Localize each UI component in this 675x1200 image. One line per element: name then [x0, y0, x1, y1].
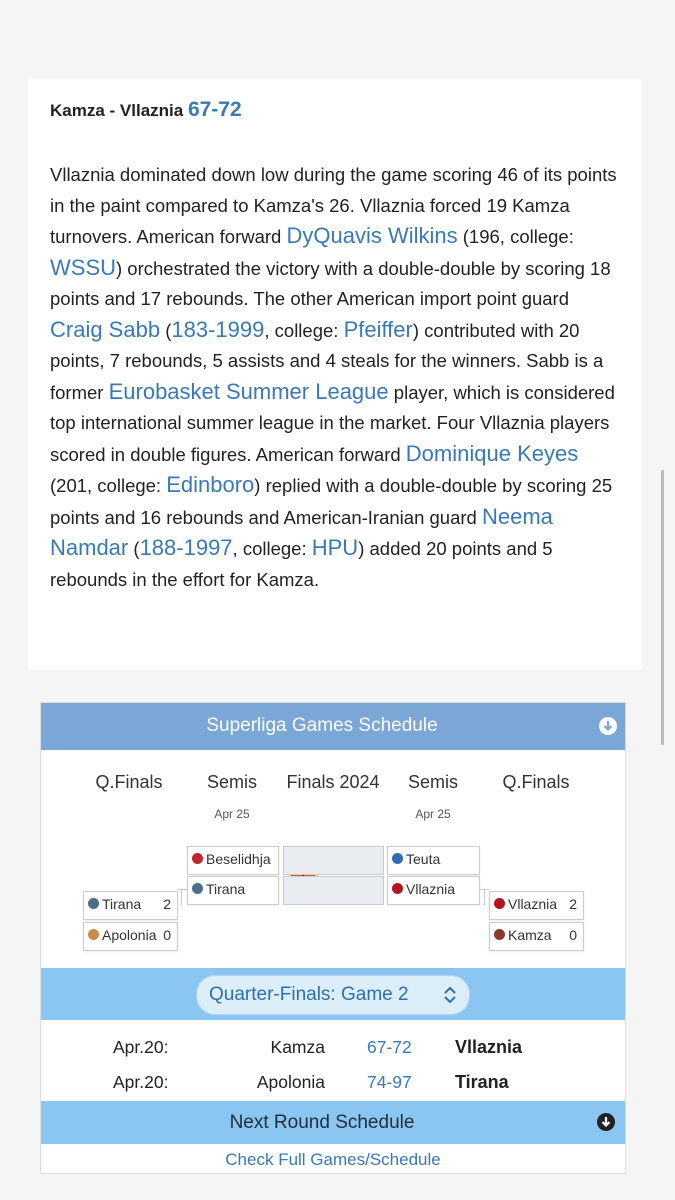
headline-score: 67-72 — [187, 98, 242, 121]
widget-title: Superliga Games Schedule — [206, 715, 438, 736]
team-logo-icon — [392, 883, 403, 894]
semis-left-team-1[interactable]: Beselidhja — [187, 846, 279, 875]
article-text: (201, college: — [50, 475, 167, 496]
article-link[interactable]: Pfeiffer — [343, 316, 413, 342]
team-logo-icon — [88, 898, 99, 909]
round-selector-bar — [41, 968, 625, 1020]
widget-header[interactable] — [41, 703, 625, 750]
round-qf-right: Q.Finals — [502, 772, 570, 792]
team-logo-icon — [494, 898, 505, 909]
bracket — [41, 750, 625, 968]
article-link[interactable]: WSSU — [50, 254, 116, 280]
article-link[interactable]: Dominique Keyes — [405, 440, 579, 466]
article-text: , college: — [264, 319, 344, 341]
round-select-value: Quarter-Finals: Game 2 — [209, 984, 409, 1005]
article-headline — [50, 98, 242, 122]
article-text: ) replied with a double-double by scoring 25 points and 16 rebounds and American-Iranian guard — [50, 475, 613, 528]
game-row[interactable]: Apr.20: Apolonia 74-97 Tirana — [113, 1072, 509, 1092]
full-schedule-link[interactable]: Check Full Games/Schedule — [225, 1150, 441, 1169]
article-text: ( — [128, 538, 140, 559]
article-text: player, which is considered top international summer league in the market. Four Vllaznia players scored in double figures. American forward — [50, 381, 615, 465]
article-link[interactable]: Edinboro — [166, 472, 255, 497]
team-logo-icon — [392, 853, 403, 864]
article-text: ) orchestrated the victory with a double-double by scoring 18 points and 17 rebounds. The other American import point guard — [50, 257, 611, 309]
article-link[interactable]: 183-1999 — [171, 316, 265, 342]
round-finals: Finals 2024 — [286, 772, 380, 792]
circle-down-arrow-icon[interactable] — [597, 1113, 615, 1131]
article-text: (196, college: — [457, 226, 574, 247]
article-text: ) added 20 points and 5 rebounds in the effort for Kamza. — [50, 538, 553, 590]
round-semis-left: Semis — [206, 772, 257, 792]
semis-right-date: Apr 25 — [415, 807, 451, 821]
article-text: , college: — [232, 538, 312, 559]
semis-left-date: Apr 25 — [214, 807, 250, 821]
bracket-connector — [484, 889, 485, 905]
article-link[interactable]: Neema Namdar — [50, 503, 553, 560]
article-link[interactable]: HPU — [311, 535, 359, 560]
article-link[interactable]: Eurobasket Summer League — [108, 378, 389, 404]
up-down-chevron-icon — [443, 986, 457, 1009]
headline-teams: Kamza - Vllaznia — [50, 101, 188, 120]
round-select[interactable] — [196, 975, 470, 1015]
finals-slot-2[interactable] — [283, 876, 384, 905]
article-paragraph — [50, 160, 620, 595]
article-text: ) contributed with 20 points, 7 rebounds, 5 assists and 4 steals for the winners. Sabb is a former — [50, 319, 604, 403]
team-logo-icon — [494, 929, 505, 940]
game-row[interactable]: Apr.20: Kamza 67-72 Vllaznia — [113, 1037, 523, 1057]
qf-right-team-1[interactable]: Vllaznia 2 — [489, 891, 584, 920]
scrollbar[interactable] — [661, 470, 664, 745]
qf-left-team-2[interactable]: Apolonia 0 — [83, 922, 178, 951]
circle-down-arrow-icon[interactable] — [599, 717, 617, 735]
qf-right-team-2[interactable]: Kamza 0 — [489, 922, 584, 951]
schedule-widget — [40, 702, 626, 1174]
finals-slot-1[interactable] — [283, 846, 384, 875]
next-round-title: Next Round Schedule — [229, 1112, 415, 1133]
next-round-bar[interactable] — [41, 1101, 625, 1144]
bracket-connector — [177, 889, 187, 890]
semis-right-team-1[interactable]: Teuta — [387, 846, 480, 875]
team-logo-icon — [192, 883, 203, 894]
team-logo-icon — [88, 929, 99, 940]
article-link[interactable]: 188-1997 — [139, 535, 233, 560]
bracket-connector — [181, 889, 182, 905]
round-qf-left: Q.Finals — [95, 772, 163, 792]
semis-right-team-2[interactable]: Vllaznia — [387, 876, 480, 905]
article — [28, 78, 642, 670]
article-link[interactable]: Craig Sabb — [50, 316, 161, 342]
semis-left-team-2[interactable]: Tirana — [187, 876, 279, 905]
qf-left-team-1[interactable]: Tirana 2 — [83, 891, 178, 920]
team-logo-icon — [192, 853, 203, 864]
round-semis-right: Semis — [407, 772, 458, 792]
article-text: Vllaznia dominated down low during the game scoring 46 of its points in the paint compared to Kamza's 26. Vllaznia forced 19 Kamza turnovers. American forward — [50, 164, 617, 247]
article-text: ( — [160, 319, 172, 341]
article-link[interactable]: DyQuavis Wilkins — [286, 223, 458, 248]
